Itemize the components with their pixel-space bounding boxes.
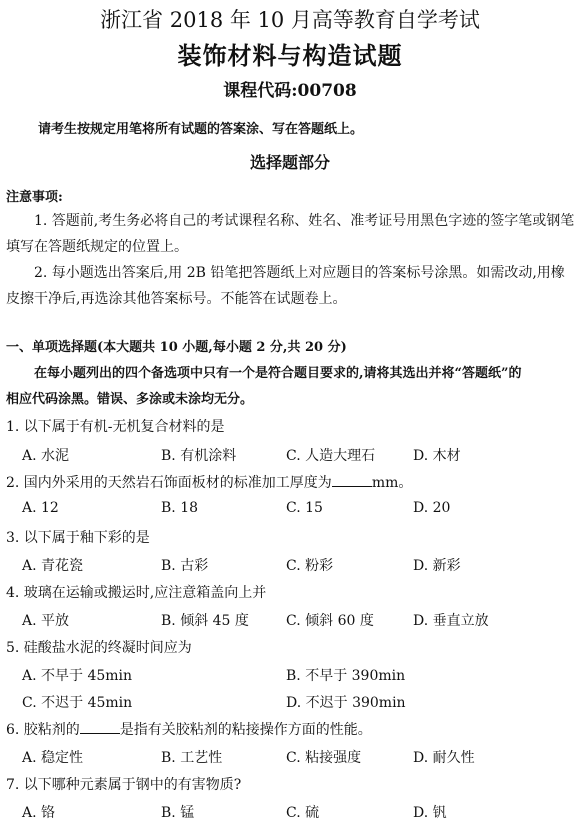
course-code: 课程代码:00708 (223, 81, 357, 101)
exam-title: 装饰材料与构造试题 (177, 41, 403, 70)
question-6-stem-start: 6. 胶粘剂的 (6, 722, 80, 738)
section-title: 选择题部分 (249, 153, 330, 172)
notes-heading: 注意事项: (6, 190, 63, 205)
question-4-option-c: C. 倾斜 60 度 (286, 613, 374, 629)
question-6-option-c: C. 粘接强度 (286, 750, 362, 766)
question-2-stem (6, 472, 412, 492)
instruction-text: 请考生按规定用笔将所有试题的答案涂、写在答题纸上。 (38, 122, 364, 137)
question-4-option-a: A. 平放 (22, 613, 70, 629)
question-1-option-a: A. 水泥 (22, 448, 70, 464)
question-6-stem (6, 719, 372, 739)
question-6-option-d: D. 耐久性 (413, 750, 475, 766)
note-1-line-1: 1. 答题前,考生务必将自己的考试课程名称、姓名、准考证号用黑色字迹的签字笔或钢笔 (34, 213, 575, 229)
question-5-option-d: D. 不迟于 390min (286, 695, 406, 711)
part1-desc-line-2: 相应代码涂黑。错误、多涂或未涂均无分。 (6, 392, 254, 407)
question-2-option-b: B. 18 (161, 500, 199, 516)
question-2-stem-end: mm。 (371, 475, 413, 491)
question-3-option-b: B. 古彩 (161, 558, 209, 574)
question-5-option-b: B. 不早于 390min (286, 668, 406, 684)
question-4-option-b: B. 倾斜 45 度 (161, 613, 249, 629)
question-2-option-c: C. 15 (286, 500, 323, 516)
note-1-line-2: 填写在答题纸规定的位置上。 (6, 239, 188, 255)
exam-header-line: 浙江省 2018 年 10 月高等教育自学考试 (100, 8, 480, 32)
question-6-option-a: A. 稳定性 (22, 750, 84, 766)
question-2-option-d: D. 20 (413, 500, 451, 516)
question-2-option-a: A. 12 (22, 500, 59, 516)
question-2-stem-start: 2. 国内外采用的天然岩石饰面板材的标准加工厚度为 (6, 475, 332, 491)
question-7-stem: 7. 以下哪种元素属于钢中的有害物质? (6, 777, 242, 793)
question-7-option-b: B. 锰 (161, 805, 195, 821)
question-1-stem: 1. 以下属于有机-无机复合材料的是 (6, 419, 225, 435)
question-5-option-a: A. 不早于 45min (22, 668, 133, 684)
question-1-option-d: D. 木材 (413, 448, 461, 464)
note-2-line-1: 2. 每小题选出答案后,用 2B 铅笔把答题纸上对应题目的答案标号涂黑。如需改动,用橡 (34, 265, 565, 281)
question-7-option-a: A. 铬 (22, 805, 56, 821)
part1-heading: 一、单项选择题(本大题共 10 小题,每小题 2 分,共 20 分) (6, 340, 347, 355)
question-3-stem: 3. 以下属于釉下彩的是 (6, 530, 150, 546)
question-5-stem: 5. 硅酸盐水泥的终凝时间应为 (6, 640, 192, 656)
question-1-option-b: B. 有机涂料 (161, 448, 237, 464)
question-6-stem-end: 是指有关胶粘剂的粘接操作方面的性能。 (119, 722, 372, 738)
question-4-option-d: D. 垂直立放 (413, 613, 489, 629)
part1-desc-line-1: 在每小题列出的四个备选项中只有一个是符合题目要求的,请将其选出并将“答题纸”的 (34, 366, 522, 381)
question-1-option-c: C. 人造大理石 (286, 448, 376, 464)
question-6-option-b: B. 工艺性 (161, 750, 223, 766)
question-7-option-d: D. 钒 (413, 805, 447, 821)
answer-blank (332, 474, 372, 487)
question-3-option-d: D. 新彩 (413, 558, 461, 574)
note-2-line-2: 皮擦干净后,再选涂其他答案标号。不能答在试题卷上。 (6, 291, 347, 307)
question-3-option-a: A. 青花瓷 (22, 558, 84, 574)
question-3-option-c: C. 粉彩 (286, 558, 334, 574)
question-5-option-c: C. 不迟于 45min (22, 695, 133, 711)
answer-blank (80, 721, 120, 734)
question-4-stem: 4. 玻璃在运输或搬运时,应注意箱盖向上并 (6, 585, 267, 601)
question-7-option-c: C. 硫 (286, 805, 320, 821)
